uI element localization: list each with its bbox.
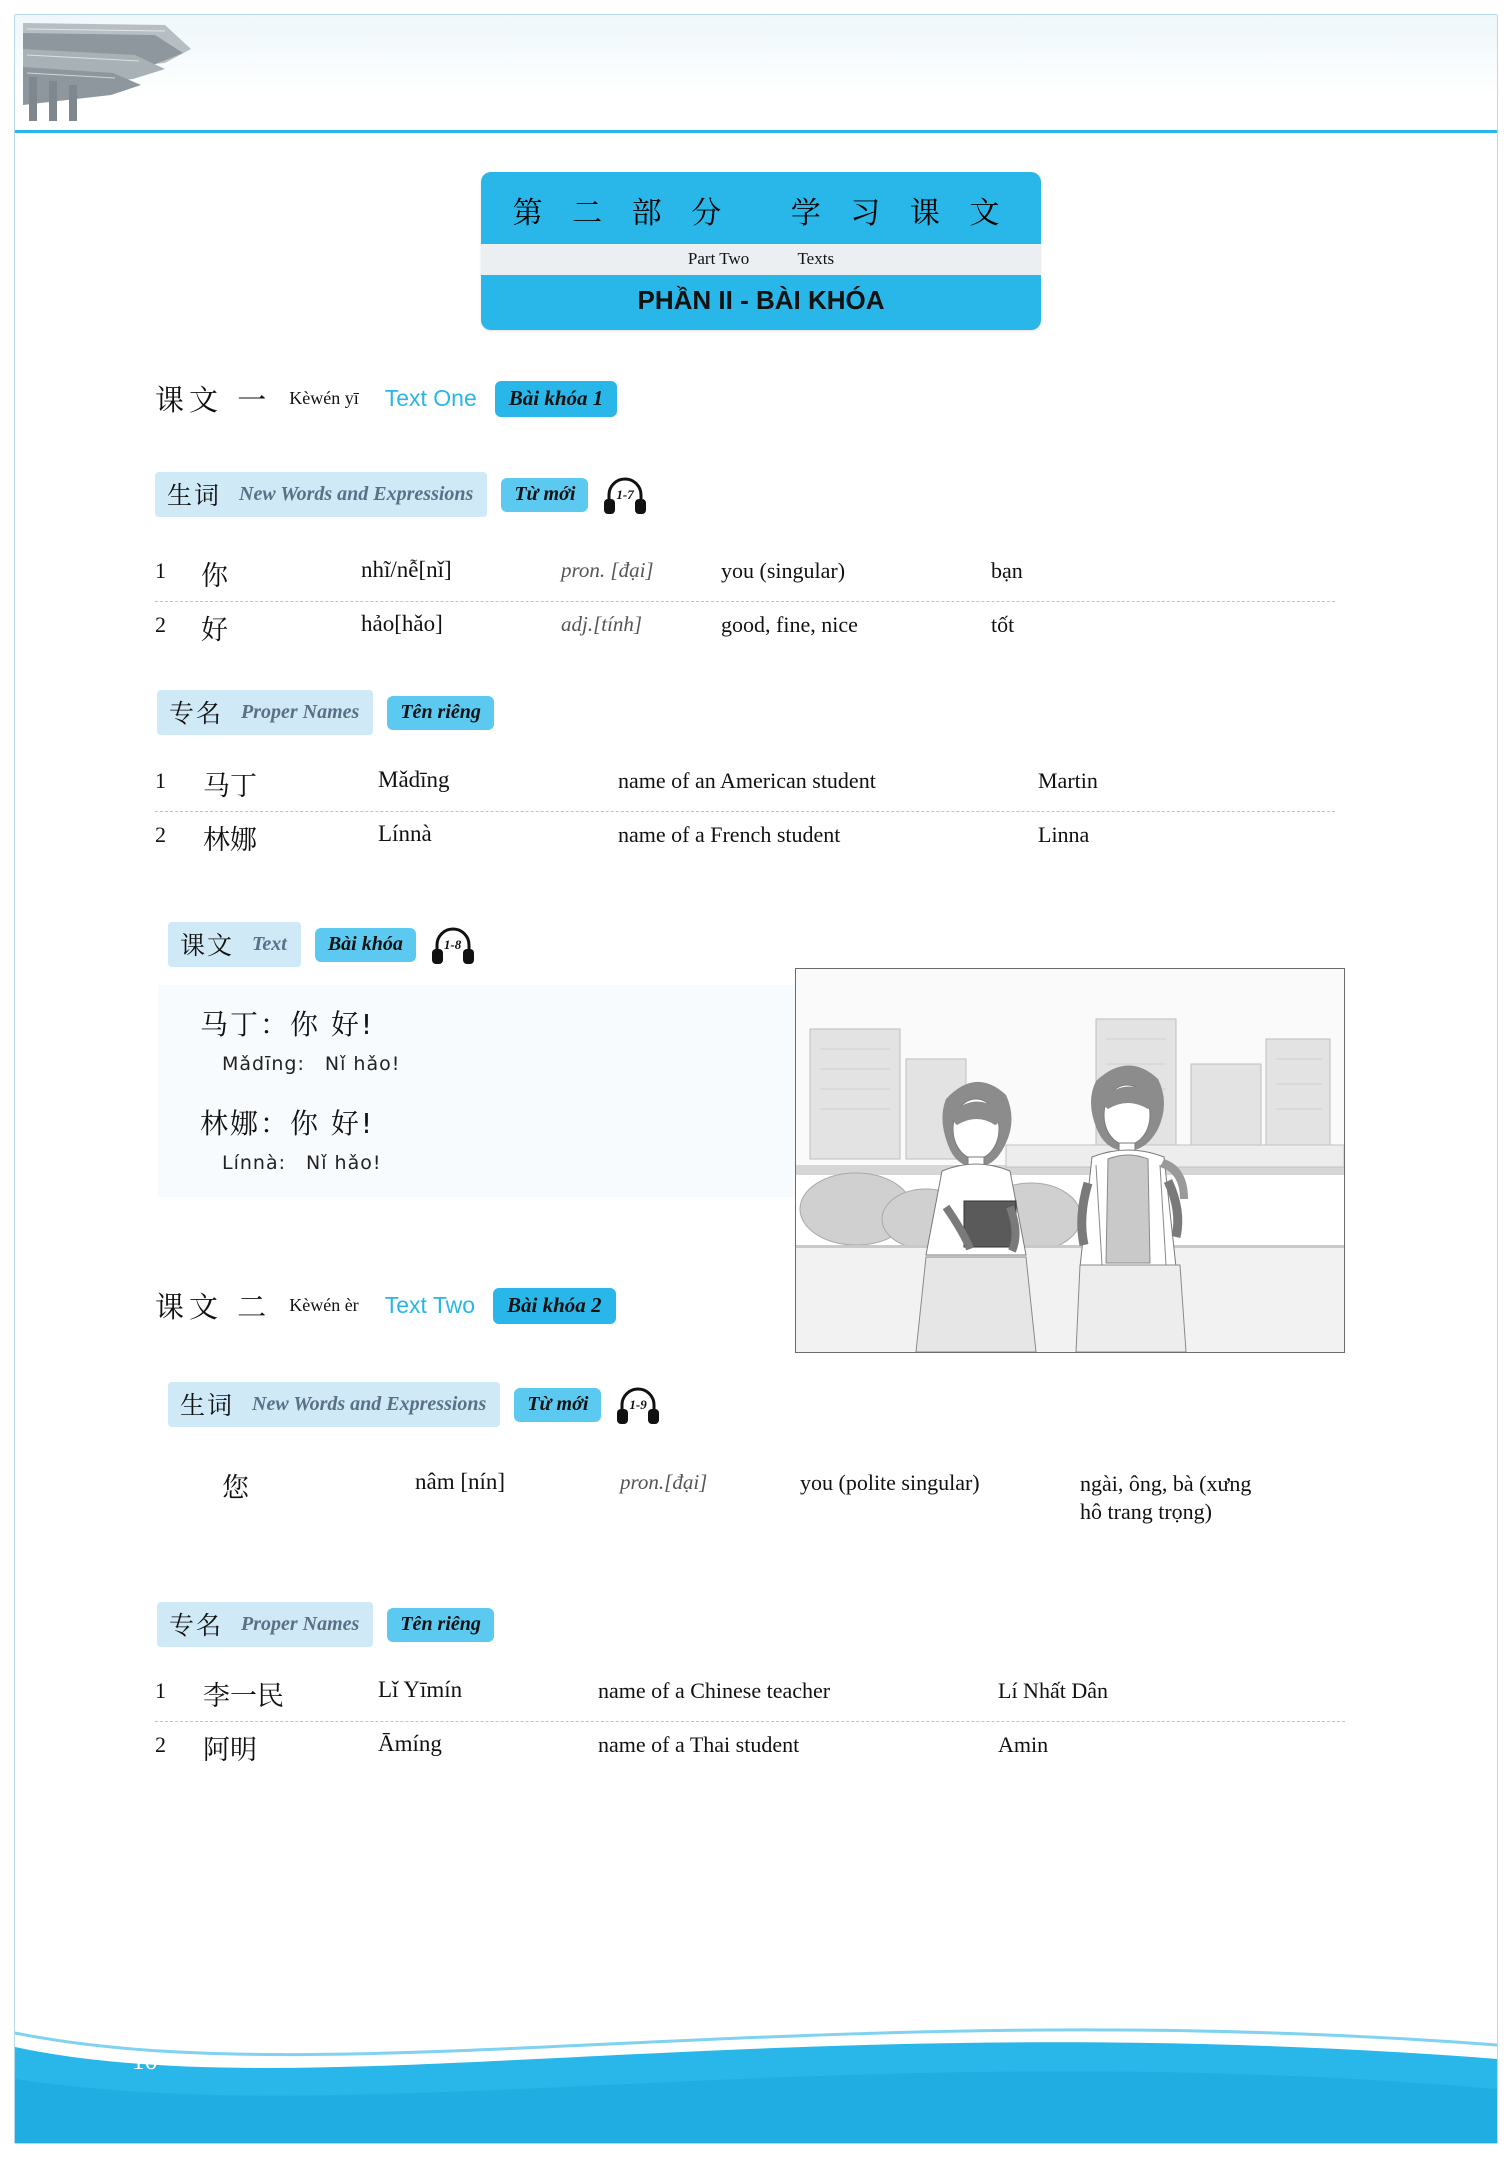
word-pinyin: nhĩ/nễ[nǐ] <box>361 557 452 582</box>
name-pinyin: Mǎdīng <box>378 767 450 792</box>
word-part-of-speech: pron.[đại] <box>620 1470 708 1494</box>
proper-names-chinese-two: 专名 <box>169 1611 224 1640</box>
proper-names-english-two: Proper Names <box>241 1612 360 1635</box>
word-hanzi: 好 <box>201 615 228 646</box>
text-one-title-pinyin: Kèwén yī <box>289 388 359 408</box>
part-header-chinese: 第 二 部 分 学 习 课 文 <box>481 172 1041 244</box>
table-row <box>155 1668 1345 1722</box>
word-part-of-speech: adj.[tính] <box>561 612 643 636</box>
word-part-of-speech: pron. [đại] <box>561 558 654 582</box>
text-two-proper-names-heading <box>157 1602 494 1647</box>
dialogue-line-chinese: 林娜：你 好! <box>200 1107 375 1140</box>
dialogue-line-chinese: 马丁：你 好! <box>200 1008 375 1041</box>
table-row <box>155 812 1335 865</box>
text-one-proper-names-table <box>155 758 1335 865</box>
name-vietnamese: Amin <box>998 1732 1049 1757</box>
part-header-vietnamese: PHẦN II - BÀI KHÓA <box>481 275 1041 330</box>
name-number: 2 <box>155 822 166 847</box>
name-number: 1 <box>155 768 166 793</box>
text-two-title <box>155 1285 616 1326</box>
dialogue-line-pinyin: Mǎdīng: Nǐ hǎo! <box>222 1053 401 1075</box>
table-row <box>155 548 1335 602</box>
name-pinyin: Línnà <box>378 821 432 846</box>
audio-track-label-1-8: 1-8 <box>443 936 462 952</box>
word-english: you (polite singular) <box>800 1470 980 1495</box>
table-row <box>155 1722 1345 1775</box>
part-header-english <box>481 244 1041 275</box>
name-hanzi: 阿明 <box>203 1735 257 1766</box>
word-pinyin: hảo[hǎo] <box>361 611 443 636</box>
page-number: 16 <box>132 2048 157 2075</box>
audio-track-label-1-9: 1-9 <box>629 1396 647 1412</box>
proper-names-vietnamese-one: Tên riêng <box>387 696 494 730</box>
part-header-box <box>481 172 1041 330</box>
name-number: 2 <box>155 1732 166 1757</box>
word-number: 2 <box>155 612 166 637</box>
word-english: you (singular) <box>721 558 846 583</box>
name-vietnamese: Lí Nhất Dân <box>998 1678 1108 1703</box>
proper-names-vietnamese-two: Tên riêng <box>387 1608 494 1642</box>
text-chinese-one: 课文 <box>180 931 235 960</box>
name-hanzi: 林娜 <box>203 825 257 856</box>
text-two-proper-names-table <box>155 1668 1345 1775</box>
text-two-title-chinese: 课文 二 <box>155 1290 272 1324</box>
table-row <box>158 1460 1348 1534</box>
text-two-title-pinyin: Kèwén èr <box>289 1295 359 1315</box>
text-two-title-vietnamese: Bài khóa 2 <box>493 1288 616 1324</box>
new-words-chinese-one: 生词 <box>167 481 222 510</box>
word-hanzi: 你 <box>201 561 228 592</box>
part-header-english-right: Texts <box>797 249 835 268</box>
audio-track-1-7[interactable] <box>602 475 648 515</box>
word-hanzi: 您 <box>222 1473 249 1504</box>
name-english: name of a Thai student <box>598 1732 800 1757</box>
word-number: 1 <box>155 558 166 583</box>
name-english: name of an American student <box>618 768 876 793</box>
text-english-one: Text <box>252 932 287 955</box>
audio-track-1-9[interactable] <box>615 1385 661 1425</box>
proper-names-bar-one <box>157 690 373 735</box>
new-words-english-one: New Words and Expressions <box>239 482 474 505</box>
text-one-proper-names-heading <box>157 690 494 735</box>
new-words-english-two: New Words and Expressions <box>252 1392 487 1415</box>
page-header-band <box>15 15 1497 133</box>
text-one-title-vietnamese: Bài khóa 1 <box>495 381 618 417</box>
name-vietnamese: Martin <box>1038 768 1098 793</box>
new-words-chinese-two: 生词 <box>180 1391 235 1420</box>
text-two-new-words-table <box>158 1460 1348 1534</box>
word-vietnamese: ngài, ông, bà (xưng hô trang trọng) <box>1080 1471 1252 1525</box>
word-vietnamese: bạn <box>991 558 1023 583</box>
name-pinyin: Lǐ Yīmín <box>378 1677 463 1702</box>
name-number: 1 <box>155 1678 166 1703</box>
text-two-new-words-heading <box>168 1382 661 1427</box>
text-one-new-words-heading <box>155 472 648 517</box>
dialogue-block <box>155 985 795 1197</box>
name-english: name of a French student <box>618 822 841 847</box>
chinese-roof-illustration <box>15 15 195 133</box>
word-english: good, fine, nice <box>721 612 858 637</box>
new-words-bar-one <box>155 472 487 517</box>
audio-track-label-1-7: 1-7 <box>616 486 634 502</box>
name-hanzi: 马丁 <box>203 771 257 802</box>
text-bar-one <box>168 922 301 967</box>
new-words-vietnamese-one: Từ mới <box>501 478 588 512</box>
text-one-new-words-table <box>155 548 1335 655</box>
footer-wave-decoration <box>15 1993 1497 2143</box>
table-row <box>155 758 1335 812</box>
students-illustration <box>796 969 1344 1352</box>
proper-names-chinese-one: 专名 <box>169 699 224 728</box>
text-vietnamese-one: Bài khóa <box>315 928 416 962</box>
text-one-text-heading <box>168 922 476 967</box>
name-pinyin: Āmíng <box>378 1731 442 1756</box>
proper-names-english-one: Proper Names <box>241 700 360 723</box>
text-one-title-chinese: 课文 一 <box>155 383 272 417</box>
proper-names-bar-two <box>157 1602 373 1647</box>
name-english: name of a Chinese teacher <box>598 1678 831 1703</box>
table-row <box>155 602 1335 655</box>
name-hanzi: 李一民 <box>203 1681 284 1712</box>
part-header-english-left: Part Two <box>687 249 750 268</box>
text-one-title <box>155 378 617 419</box>
word-number <box>158 1466 222 1470</box>
text-two-title-english: Text Two <box>384 1292 476 1318</box>
word-vietnamese: tốt <box>991 612 1015 637</box>
lesson-illustration <box>795 968 1345 1353</box>
text-one-title-english: Text One <box>384 385 477 411</box>
new-words-vietnamese-two: Từ mới <box>514 1388 601 1422</box>
dialogue-line-pinyin: Línnà: Nǐ hǎo! <box>222 1152 382 1174</box>
word-pinyin: nâm [nín] <box>415 1469 506 1494</box>
name-vietnamese: Linna <box>1038 822 1090 847</box>
audio-track-1-8[interactable] <box>430 925 476 965</box>
new-words-bar-two <box>168 1382 500 1427</box>
